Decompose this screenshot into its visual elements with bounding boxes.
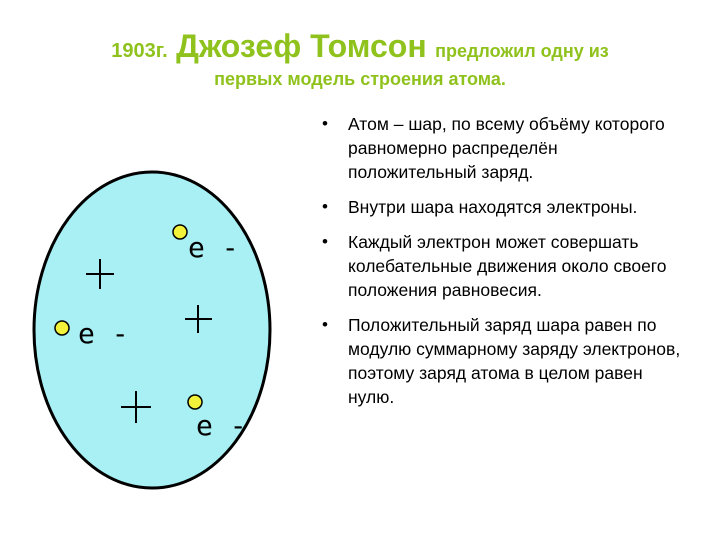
electron-dot [188, 395, 202, 409]
title-line2: первых модель строения атома. [214, 69, 506, 89]
bullet-item: • Атом – шар, по всему объёму которого равномерно распределён положительный заряд. [322, 114, 665, 182]
bullet-item: • Внутри шара находятся электроны. [322, 197, 638, 217]
title-rest: предложил одну из [435, 41, 609, 61]
title-year: 1903г. [111, 40, 168, 62]
bullet-text: Положительный заряд шара равен по модулю суммарному заряду электронов, поэтому заряд атома в целом равен нулю. [348, 315, 681, 407]
bullet-text: Атом – шар, по всему объёму которого равномерно распределён положительный заряд. [348, 114, 665, 182]
slide-title [0, 26, 720, 91]
electron-dot [55, 321, 69, 335]
bullet-item: • Каждый электрон может совершать колебательные движения около своего положения равновесия. [322, 232, 667, 300]
bullet-text: Внутри шара находятся электроны. [348, 197, 638, 217]
electron-label: е - [78, 317, 129, 350]
electron-dot [173, 225, 187, 239]
thomson-atom-diagram [20, 165, 290, 495]
electron-label: е - [196, 409, 247, 442]
bullet-item: • Положительный заряд шара равен по модулю суммарному заряду электронов, поэтому заряд атома в целом равен нулю. [322, 315, 681, 407]
title-name: Джозеф Томсон [176, 28, 427, 64]
bullet-list [318, 112, 688, 420]
electron-label: е - [188, 231, 239, 264]
bullet-text: Каждый электрон может совершать колебательные движения около своего положения равновесия. [348, 232, 667, 300]
